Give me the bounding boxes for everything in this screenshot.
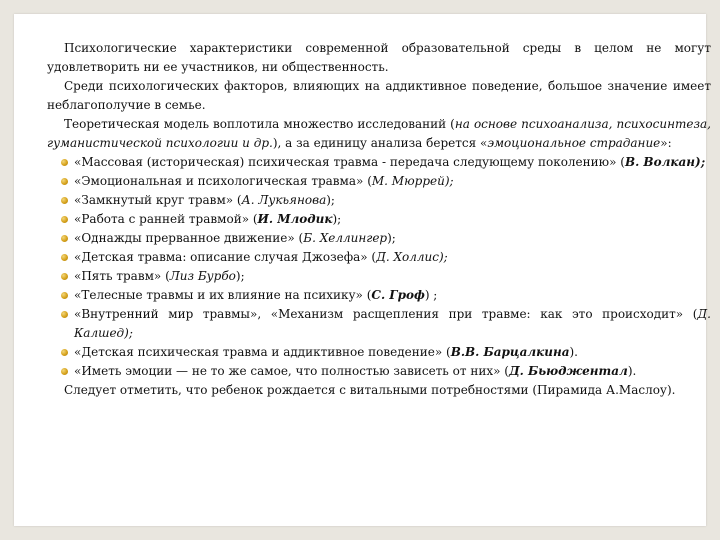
slide — [14, 14, 711, 526]
list-item-tail: ). — [569, 345, 578, 359]
list-item-author: А. Лукьянова — [241, 193, 327, 207]
list-item-title: «Работа с ранней травмой» ( — [74, 212, 258, 226]
list-item — [47, 305, 711, 343]
paragraph-3-italic-term: эмоциональное страдание — [487, 136, 661, 150]
list-item-title: «Замкнутый круг травм» ( — [74, 193, 242, 207]
list-item-title: «Пять травм» ( — [74, 269, 170, 283]
list-item-tail: ); — [235, 269, 245, 283]
list-item — [47, 343, 711, 362]
paragraph-final-text: Следует отметить, что ребенок рождается с витальными потребностями (Пирамида А.Маслоу). — [64, 383, 676, 397]
paragraph-3 — [47, 115, 711, 153]
list-item — [47, 191, 711, 210]
list-item-title: «Однажды прерванное движение» ( — [74, 231, 304, 245]
bullet-icon — [61, 368, 68, 375]
bullet-icon — [61, 216, 68, 223]
list-item — [47, 286, 711, 305]
bullet-icon — [61, 235, 68, 242]
bullet-icon — [61, 292, 68, 299]
list-item-tail: ); — [387, 231, 396, 245]
list-item-tail: ); — [332, 212, 342, 226]
paragraph-2 — [47, 77, 711, 115]
list-item — [47, 229, 711, 248]
list-item-tail: ) ; — [424, 288, 438, 302]
list-item-title: «Массовая (историческая) психическая травма - передача следующему поколению» ( — [74, 155, 625, 169]
bullet-icon — [61, 197, 68, 204]
list-item-author: В. Волкан); — [624, 155, 706, 169]
list-item-author: Д. Холлис); — [376, 250, 448, 264]
bullet-icon — [61, 178, 68, 185]
paragraph-2-text: Среди психологических факторов, влияющих на аддиктивное поведение, большое значение имеет неблагополучие в семье. — [47, 79, 711, 112]
list-item — [47, 153, 711, 172]
bullet-icon — [61, 254, 68, 261]
list-item-tail: ). — [627, 364, 637, 378]
list-item-author: Б. Хеллингер — [303, 231, 388, 245]
list-item-author: Лиз Бурбо — [169, 269, 236, 283]
list-item-author: С. Гроф — [371, 288, 425, 302]
list-item-title: «Внутренний мир травмы», «Механизм расщепления при травме: как это происходит» ( — [74, 307, 698, 321]
paragraph-1 — [47, 39, 711, 77]
text-body — [47, 39, 711, 400]
list-item — [47, 210, 711, 229]
list-item-title: «Телесные травмы и их влияние на психику» ( — [74, 288, 372, 302]
list-item — [47, 267, 711, 286]
paragraph-3-text-e: »: — [660, 136, 672, 150]
list-item — [47, 362, 711, 381]
paragraph-3-text-a: Теоретическая модель воплотила множество исследований ( — [64, 117, 455, 131]
list-item-title: «Эмоциональная и психологическая травма» ( — [74, 174, 372, 188]
paragraph-3-italic-methods: на основе психоанализа, психосинтеза, гуманистической психологии и др. — [47, 117, 711, 150]
list-item-title: «Детская травма: описание случая Джозефа» ( — [74, 250, 377, 264]
list-item-author: М. Мюррей); — [371, 174, 454, 188]
bullet-icon — [61, 349, 68, 356]
list-item-title: «Иметь эмоции — не то же самое, что полностью зависеть от них» ( — [74, 364, 509, 378]
list-item-author: И. Млодик — [257, 212, 333, 226]
list-item-author: В.В. Барцалкина — [450, 345, 570, 359]
list-item — [47, 248, 711, 267]
paragraph-3-text-c: ), а за единицу анализа берется « — [272, 136, 488, 150]
paragraph-final — [47, 381, 711, 400]
list-item-author: Д. Калшед); — [74, 307, 711, 340]
list-item-author: Д. Бьюджентал — [508, 364, 628, 378]
bullet-icon — [61, 159, 68, 166]
bullet-icon — [61, 311, 68, 318]
paragraph-1-text: Психологические характеристики современной образовательной среды в целом не могут удовлетворить ни ее участников, ни общественность. — [47, 41, 711, 74]
bullet-icon — [61, 273, 68, 280]
list-item-tail: ); — [326, 193, 335, 207]
list-item — [47, 172, 711, 191]
list-item-title: «Детская психическая травма и аддиктивное поведение» ( — [74, 345, 451, 359]
